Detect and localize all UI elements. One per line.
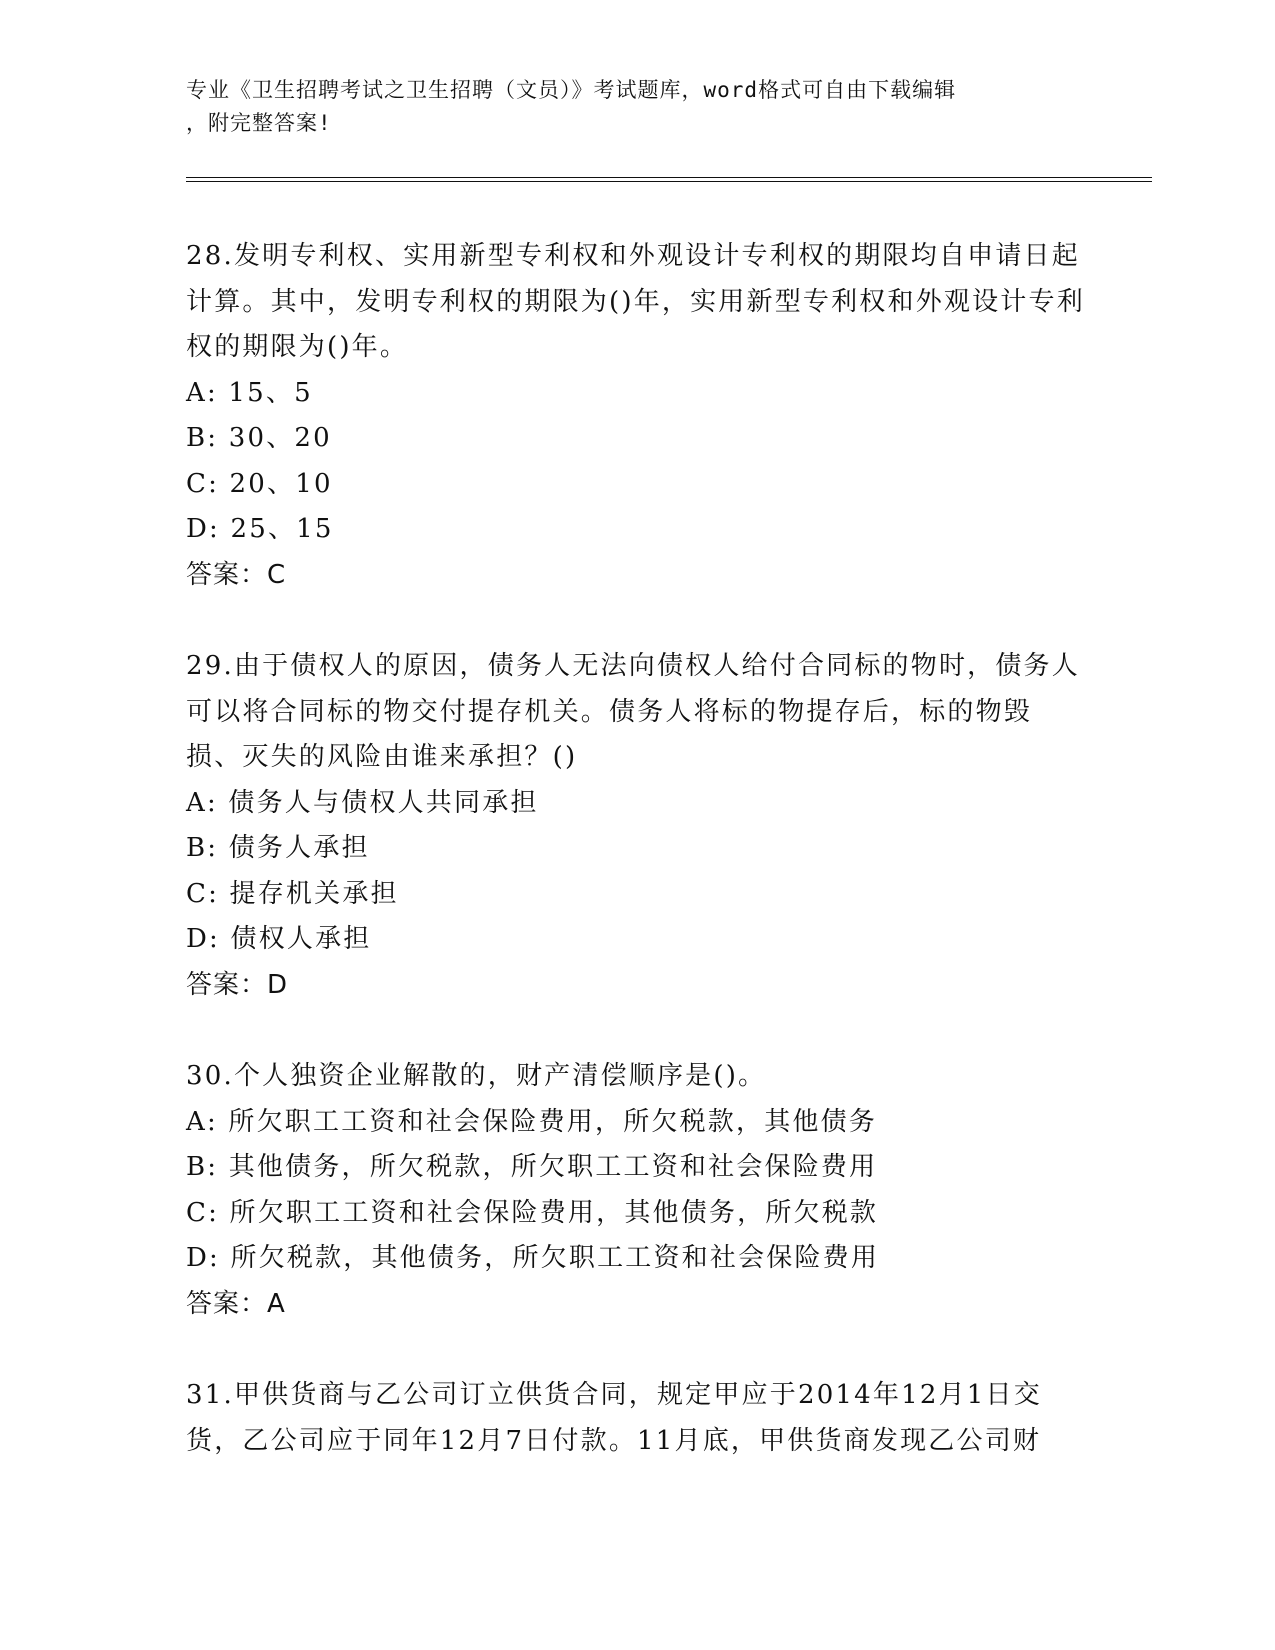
- header-divider: [186, 177, 1152, 178]
- option-b: B: 其他债务，所欠税款，所欠职工工资和社会保险费用: [186, 1152, 878, 1182]
- question-stem: 31.甲供货商与乙公司订立供货合同，规定甲应于2014年12月1日交货，乙公司应于同年12月7日付款。11月底，甲供货商发现乙公司财: [186, 1380, 1042, 1456]
- option-d: D: 所欠税款，其他债务，所欠职工工资和社会保险费用: [186, 1243, 880, 1273]
- answer-label: 答案：A: [186, 1288, 286, 1319]
- option-b: B: 债务人承担: [186, 833, 370, 863]
- option-c: C: 20、10: [186, 468, 333, 499]
- option-c: C: 提存机关承担: [186, 878, 399, 909]
- header-divider: [186, 181, 1152, 182]
- option-c: C: 所欠职工工资和社会保险费用，其他债务，所欠税款: [186, 1197, 879, 1228]
- option-a: A: 债务人与债权人共同承担: [186, 787, 539, 818]
- question-30: [186, 1054, 1086, 1327]
- question-stem: 28.发明专利权、实用新型专利权和外观设计专利权的期限均自申请日起计算。其中，发明专利权的期限为()年，实用新型专利权和外观设计专利权的期限为()年。: [186, 241, 1085, 362]
- question-stem: 30.个人独资企业解散的，财产清偿顺序是()。: [186, 1061, 767, 1091]
- option-b: B: 30、20: [186, 423, 332, 453]
- question-29: [186, 644, 1086, 1008]
- answer-label: 答案：C: [186, 559, 287, 590]
- question-28: [186, 234, 1086, 598]
- option-a: A: 所欠职工工资和社会保险费用，所欠税款，其他债务: [186, 1106, 878, 1137]
- option-a: A: 15、5: [186, 377, 313, 408]
- header-line-2: ，附完整答案!: [186, 111, 332, 135]
- question-stem: 29.由于债权人的原因，债务人无法向债权人给付合同标的物时，债务人可以将合同标的物交付提存机关。债务人将标的物提存后，标的物毁损、灭失的风险由谁来承担？(): [186, 651, 1080, 772]
- question-list: [186, 234, 1086, 1510]
- document-header: [186, 74, 1066, 140]
- question-31: [186, 1373, 1086, 1464]
- answer-label: 答案：D: [186, 969, 289, 1000]
- option-d: D: 债权人承担: [186, 924, 372, 954]
- header-line-1: 专业《卫生招聘考试之卫生招聘（文员）》考试题库，word格式可自由下载编辑: [186, 78, 957, 102]
- option-d: D: 25、15: [186, 514, 334, 544]
